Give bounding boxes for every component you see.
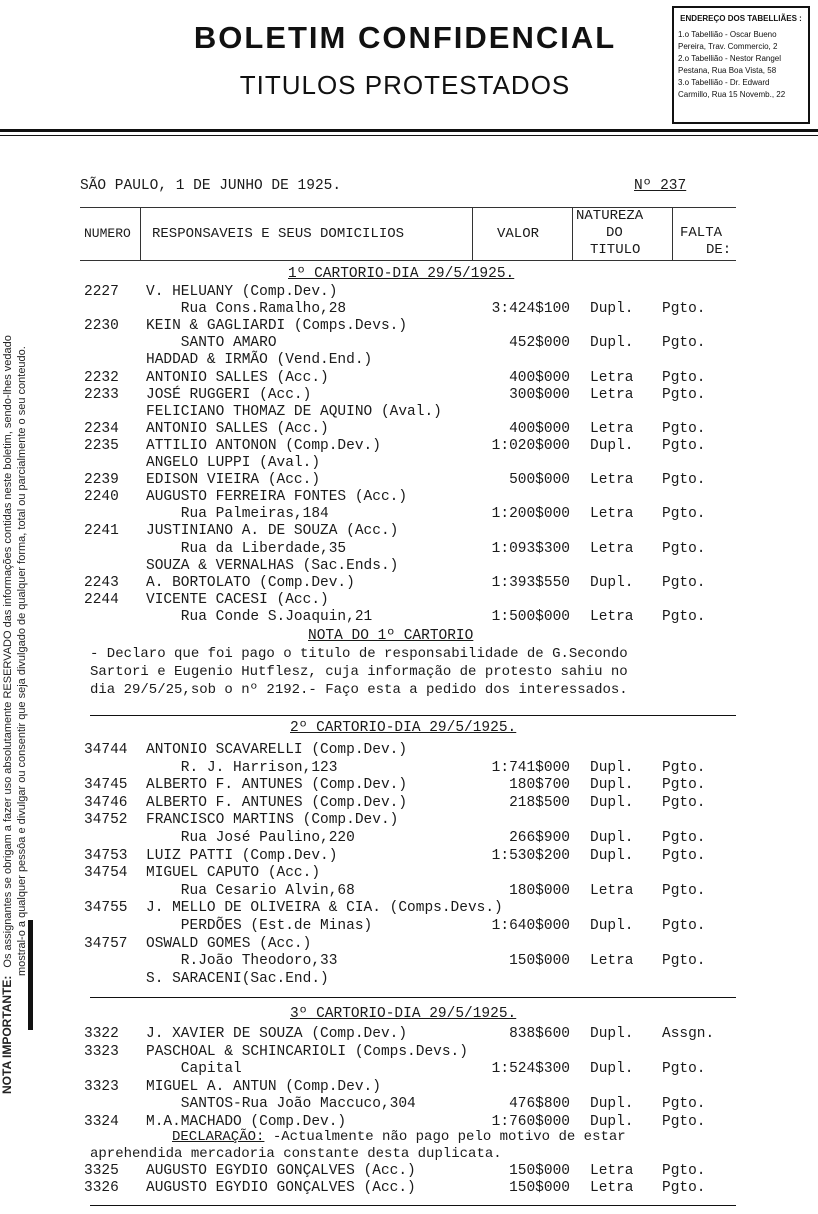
row-responsible: AUGUSTO EGYDIO GONÇALVES (Acc.) (146, 1163, 416, 1179)
address-line: 1.o Tabellião - Oscar Bueno (678, 30, 777, 39)
row-nature: Letra (590, 420, 634, 437)
row-responsible: Rua José Paulino,220 (146, 830, 355, 846)
row-responsible: JUSTINIANO A. DE SOUZA (Acc.) (146, 523, 399, 540)
row-responsible: ALBERTO F. ANTUNES (Comp.Dev.) (146, 794, 408, 811)
row-fault: Pgto. (662, 301, 706, 318)
declaration-label: DECLARAÇÃO: (172, 1129, 265, 1145)
col-falta: FALTA (680, 225, 723, 241)
row-number: 2243 (84, 574, 119, 591)
row-nature: Dupl. (590, 759, 634, 776)
col-natureza: NATUREZA (576, 208, 644, 224)
row-nature: Dupl. (590, 301, 634, 318)
row-number: 3325 (84, 1163, 119, 1179)
table-header-bottom-rule (80, 260, 736, 261)
row-nature: Letra (590, 540, 634, 557)
section-heading: 1º CARTORIO-DIA 29/5/1925. (288, 266, 515, 282)
row-number: 2234 (84, 420, 119, 437)
col-natureza-titulo: TITULO (590, 242, 641, 258)
row-responsible: Rua Conde S.Joaquin,21 (146, 608, 373, 625)
row-value: 1:524$300 (491, 1061, 570, 1078)
row-nature: Letra (590, 369, 634, 386)
row-nature: Dupl. (590, 1061, 634, 1078)
row-responsible: MIGUEL A. ANTUN (Comp.Dev.) (146, 1078, 381, 1095)
row-fault: Pgto. (662, 830, 706, 846)
row-nature: Dupl. (590, 574, 634, 591)
col-responsaveis: RESPONSAVEIS E SEUS DOMICILIOS (152, 226, 405, 242)
bulletin-number: Nº 237 (634, 178, 687, 194)
row-number: 2227 (84, 284, 119, 300)
row-nature: Letra (590, 386, 634, 403)
row-responsible: ATTILIO ANTONON (Comp.Dev.) (146, 437, 381, 454)
row-responsible: ALBERTO F. ANTUNES (Comp.Dev.) (146, 777, 408, 794)
row-fault: Pgto. (662, 608, 706, 625)
row-value: 400$000 (509, 420, 570, 437)
row-nature: Letra (590, 472, 634, 489)
row-responsible: HADDAD & IRMÃO (Vend.End.) (146, 352, 373, 369)
row-responsible: ANTONIO SCAVARELLI (Comp.Dev.) (146, 742, 408, 758)
side-note-line2: mostral-o a qualquer pessôa e divulgar ou consentir que seja divulgado de qualquer forma, total ou parcialmente o seu conteudo. (16, 346, 28, 976)
row-responsible: ANGELO LUPPI (Aval.) (146, 455, 321, 471)
row-value: 3:424$100 (491, 301, 570, 318)
row-nature: Dupl. (590, 1096, 634, 1113)
row-fault: Pgto. (662, 386, 706, 403)
row-number: 34752 (84, 812, 128, 829)
side-note-label: NOTA IMPORTANTE: (0, 975, 14, 1094)
note-line: dia 29/5/25,sob o nº 2192.- Faço esta a pedido dos interessados. (90, 682, 628, 698)
row-value: 150$000 (509, 1163, 570, 1179)
row-fault: Pgto. (662, 1061, 706, 1078)
row-number: 34753 (84, 847, 128, 864)
row-number: 2244 (84, 591, 119, 608)
row-responsible: A. BORTOLATO (Comp.Dev.) (146, 574, 355, 591)
row-fault: Pgto. (662, 506, 706, 523)
row-responsible: M.A.MACHADO (Comp.Dev.) (146, 1114, 347, 1130)
row-number: 34746 (84, 794, 128, 811)
row-number: 34757 (84, 935, 128, 952)
row-responsible: OSWALD GOMES (Acc.) (146, 935, 312, 952)
row-responsible: J. MELLO DE OLIVEIRA & CIA. (Comps.Devs.) (146, 900, 503, 917)
row-responsible: KEIN & GAGLIARDI (Comps.Devs.) (146, 318, 408, 335)
row-fault: Pgto. (662, 847, 706, 864)
row-nature: Dupl. (590, 335, 634, 352)
col-divider (140, 207, 141, 261)
row-value: 1:093$300 (491, 540, 570, 557)
row-number: 2233 (84, 386, 119, 403)
row-number: 3324 (84, 1114, 119, 1130)
row-responsible: ANTONIO SALLES (Acc.) (146, 420, 329, 437)
row-responsible: Rua da Liberdade,35 (146, 540, 347, 557)
side-note-bar (28, 920, 33, 1030)
row-fault: Pgto. (662, 953, 706, 970)
dateline: SÃO PAULO, 1 DE JUNHO DE 1925. (80, 178, 342, 194)
row-responsible: SANTO AMARO (146, 335, 277, 352)
row-responsible: LUIZ PATTI (Comp.Dev.) (146, 847, 338, 864)
col-natureza-do: DO (606, 225, 623, 241)
col-divider (472, 207, 473, 261)
declaration (172, 1129, 626, 1145)
row-responsible: J. XAVIER DE SOUZA (Comp.Dev.) (146, 1026, 408, 1042)
row-nature: Letra (590, 608, 634, 625)
row-value: 1:200$000 (491, 506, 570, 523)
row-fault: Pgto. (662, 1096, 706, 1113)
header-rule-thin (0, 135, 818, 136)
row-value: 180$700 (509, 777, 570, 794)
row-value: 180$000 (509, 882, 570, 899)
row-nature: Letra (590, 1180, 634, 1196)
row-number: 2235 (84, 437, 119, 454)
section-heading: 3º CARTORIO-DIA 29/5/1925. (290, 1006, 517, 1022)
row-number: 2239 (84, 472, 119, 489)
row-responsible: MIGUEL CAPUTO (Acc.) (146, 865, 321, 882)
page-title: BOLETIM CONFIDENCIAL (193, 20, 617, 55)
row-number: 3326 (84, 1180, 119, 1196)
row-value: 500$000 (509, 472, 570, 489)
section-rule (90, 715, 736, 716)
row-number: 34745 (84, 777, 128, 794)
row-responsible: Rua Cesario Alvin,68 (146, 882, 355, 899)
row-fault: Pgto. (662, 437, 706, 454)
row-number: 2232 (84, 369, 119, 386)
row-value: 150$000 (509, 953, 570, 970)
row-responsible: AUGUSTO FERREIRA FONTES (Acc.) (146, 489, 408, 506)
row-value: 1:741$000 (491, 759, 570, 776)
row-number: 3322 (84, 1026, 119, 1042)
row-fault: Pgto. (662, 1114, 706, 1130)
row-responsible: R. J. Harrison,123 (146, 759, 338, 776)
row-number: 34744 (84, 742, 128, 758)
row-nature: Dupl. (590, 847, 634, 864)
row-fault: Pgto. (662, 335, 706, 352)
row-responsible: FELICIANO THOMAZ DE AQUINO (Aval.) (146, 403, 442, 420)
row-responsible: PASCHOAL & SCHINCARIOLI (Comps.Devs.) (146, 1043, 468, 1060)
col-divider (672, 207, 673, 261)
row-responsible: JOSÉ RUGGERI (Acc.) (146, 386, 312, 403)
row-value: 1:393$550 (491, 574, 570, 591)
row-responsible: Capital (146, 1061, 242, 1078)
side-note-line1: Os assignantes se obrigam a fazer uso absolutamente RESERVADO das informações contidas neste boletim, sendo-lhes vedado (2, 335, 14, 968)
declaration-text: -Actualmente não pago pelo motivo de estar (264, 1129, 626, 1145)
row-value: 218$500 (509, 794, 570, 811)
address-box (672, 6, 810, 124)
note-line: Sartori e Eugenio Hutflesz, cuja informação de protesto sahiu no (90, 664, 628, 680)
address-line: Pestana, Rua Boa Vista, 58 (678, 66, 777, 75)
row-fault: Pgto. (662, 472, 706, 489)
row-responsible: PERDÕES (Est.de Minas) (146, 918, 373, 934)
row-nature: Letra (590, 506, 634, 523)
note-line: - Declaro que foi pago o titulo de responsabilidade de G.Secondo (90, 646, 628, 662)
row-value: 300$000 (509, 386, 570, 403)
row-value: 476$800 (509, 1096, 570, 1113)
row-nature: Letra (590, 953, 634, 970)
row-number: 3323 (84, 1043, 119, 1060)
row-nature: Dupl. (590, 437, 634, 454)
row-nature: Dupl. (590, 830, 634, 846)
row-fault: Assgn. (662, 1026, 715, 1042)
address-line: 2.o Tabellião - Nestor Rangel (678, 54, 782, 63)
row-fault: Pgto. (662, 882, 706, 899)
row-fault: Pgto. (662, 918, 706, 934)
row-nature: Dupl. (590, 1026, 634, 1042)
header-rule (0, 129, 818, 132)
row-value: 1:640$000 (491, 918, 570, 934)
row-responsible: VICENTE CACESI (Acc.) (146, 591, 329, 608)
row-value: 150$000 (509, 1180, 570, 1196)
col-valor: VALOR (497, 226, 540, 242)
row-fault: Pgto. (662, 574, 706, 591)
row-fault: Pgto. (662, 794, 706, 811)
row-fault: Pgto. (662, 759, 706, 776)
row-responsible: R.João Theodoro,33 (146, 953, 338, 970)
row-nature: Letra (590, 882, 634, 899)
bottom-rule (90, 1205, 736, 1206)
address-box-heading: ENDEREÇO DOS TABELLIÃES : (680, 14, 802, 23)
row-nature: Dupl. (590, 918, 634, 934)
row-value: 1:530$200 (491, 847, 570, 864)
address-line: Carmillo, Rua 15 Novemb., 22 (678, 90, 786, 99)
section-rule (90, 997, 736, 998)
row-value: 1:500$000 (491, 608, 570, 625)
row-number: 34755 (84, 900, 128, 917)
row-number: 2240 (84, 489, 119, 506)
row-responsible: FRANCISCO MARTINS (Comp.Dev.) (146, 812, 399, 829)
row-fault: Pgto. (662, 1163, 706, 1179)
section-heading: 2º CARTORIO-DIA 29/5/1925. (290, 720, 517, 736)
row-responsible: Rua Cons.Ramalho,28 (146, 301, 347, 318)
row-nature: Dupl. (590, 777, 634, 794)
col-divider (572, 207, 573, 261)
row-fault: Pgto. (662, 420, 706, 437)
row-number: 3323 (84, 1078, 119, 1095)
address-line: Pereira, Trav. Commercio, 2 (678, 42, 778, 51)
row-value: 1:020$000 (491, 437, 570, 454)
row-value: 838$600 (509, 1026, 570, 1042)
row-responsible: Rua Palmeiras,184 (146, 506, 329, 523)
declaration-line2: aprehendida mercadoria constante desta duplicata. (90, 1146, 502, 1162)
row-fault: Pgto. (662, 369, 706, 386)
row-responsible: AUGUSTO EGYDIO GONÇALVES (Acc.) (146, 1180, 416, 1196)
address-line: 3.o Tabellião - Dr. Edward (678, 78, 770, 87)
row-nature: Letra (590, 1163, 634, 1179)
page-subtitle: TITULOS PROTESTADOS (239, 70, 571, 100)
row-fault: Pgto. (662, 540, 706, 557)
row-value: 266$900 (509, 830, 570, 846)
row-number: 2230 (84, 318, 119, 335)
row-responsible: S. SARACENI(Sac.End.) (146, 970, 329, 987)
row-responsible: SOUZA & VERNALHAS (Sac.Ends.) (146, 557, 399, 574)
row-responsible: SANTOS-Rua João Maccuco,304 (146, 1096, 416, 1113)
row-value: 452$000 (509, 335, 570, 352)
row-value: 1:760$000 (491, 1114, 570, 1130)
row-number: 34754 (84, 865, 128, 882)
row-responsible: V. HELUANY (Comp.Dev.) (146, 284, 338, 300)
row-number: 2241 (84, 523, 119, 540)
row-nature: Dupl. (590, 794, 634, 811)
row-nature: Dupl. (590, 1114, 634, 1130)
col-falta-de: DE: (706, 242, 732, 258)
row-fault: Pgto. (662, 777, 706, 794)
note-heading: NOTA DO 1º CARTORIO (308, 628, 474, 644)
col-numero: NUMERO (84, 226, 131, 241)
row-value: 400$000 (509, 369, 570, 386)
row-fault: Pgto. (662, 1180, 706, 1196)
row-responsible: EDISON VIEIRA (Acc.) (146, 472, 321, 489)
row-responsible: ANTONIO SALLES (Acc.) (146, 369, 329, 386)
